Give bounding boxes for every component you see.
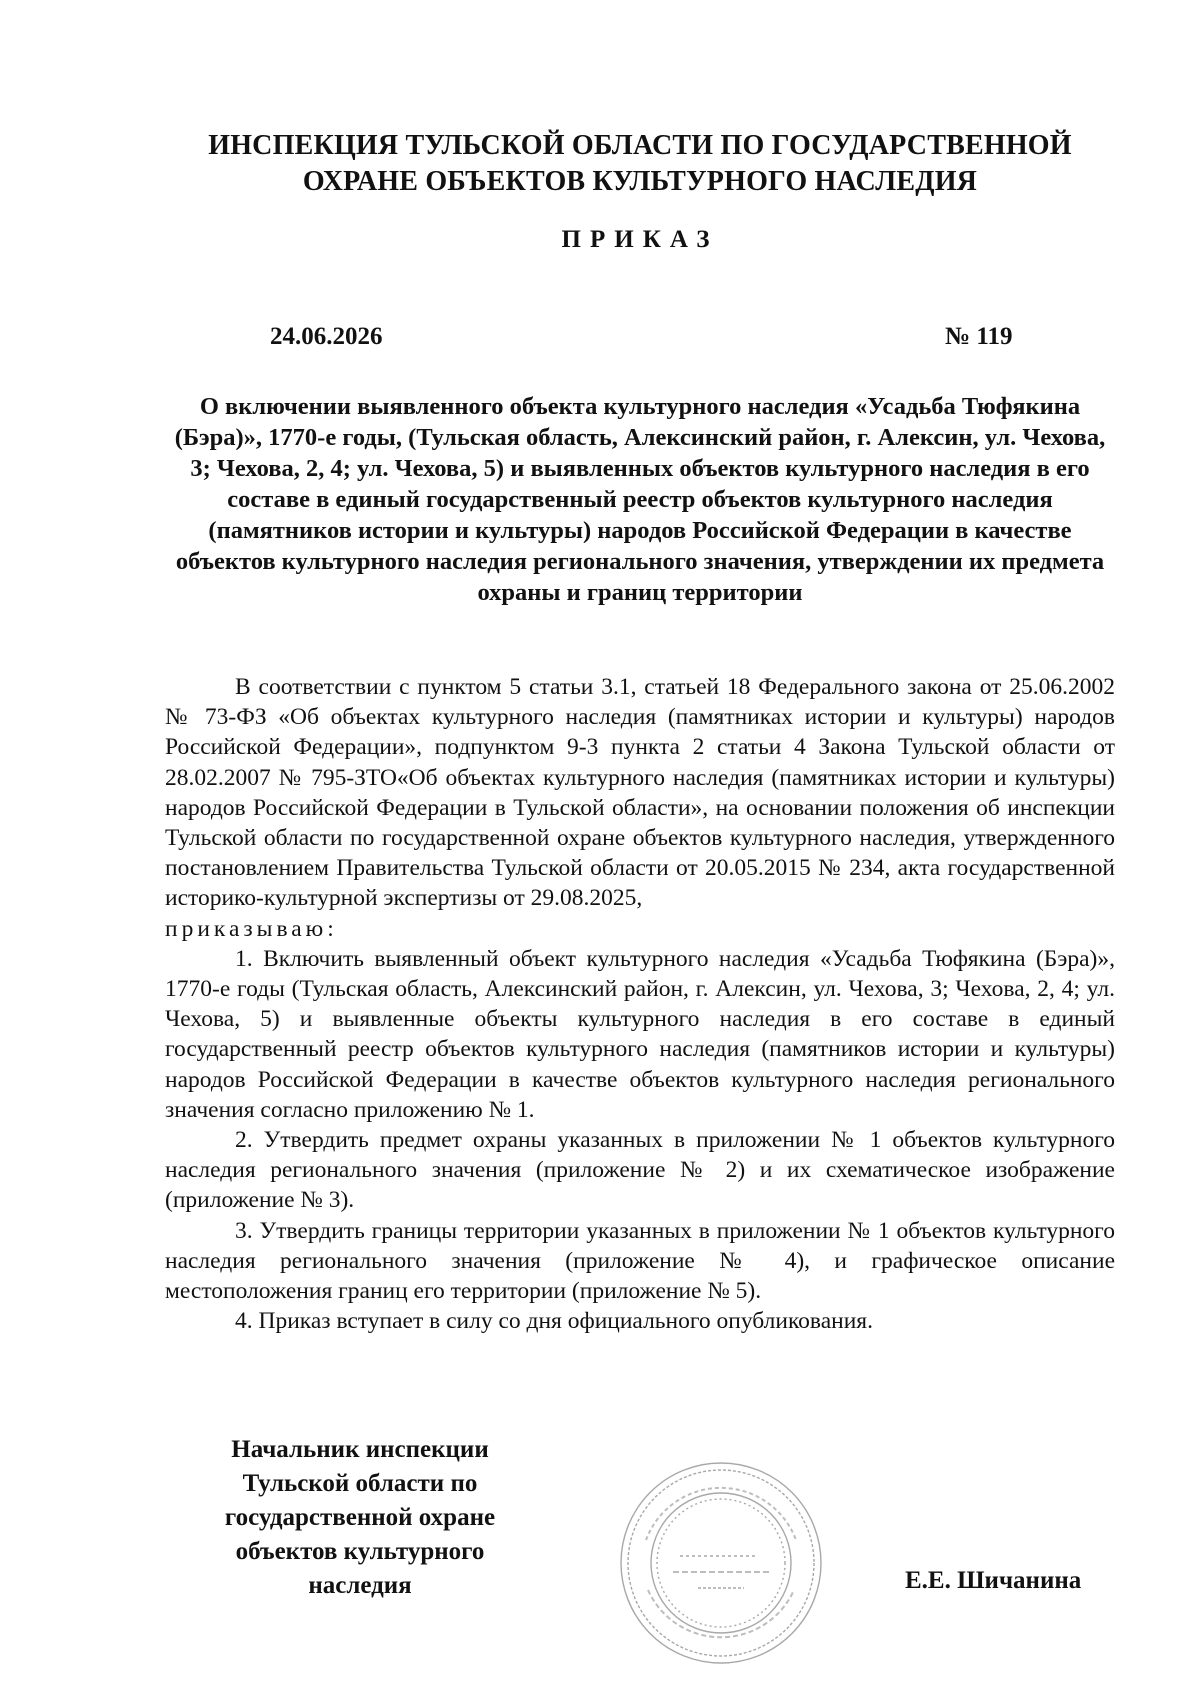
order-item-4: 4. Приказ вступает в силу со дня официального опубликования. xyxy=(235,1308,873,1335)
document-type: ПРИКАЗ xyxy=(561,226,719,253)
signatory-position-line3: государственной охране xyxy=(224,1504,496,1531)
signatory-position-line2: Тульской области по xyxy=(242,1470,478,1497)
order-item-1: 1. Включить выявленный объект культурного наследия «Усадьба Тюфякина (Бэра)», 1770-е годы (Тульская область, Алексинский район, г. Алексин, ул. Чехова, 3; Чехова, 2, 4; ул. Чехова, 5) и выявленные объекты культурного наследия в его составе в единый государственный реестр объектов культурного наследия (памятников истории и культуры) народов Российской Федерации в качестве объектов культурного наследия регионального значения согласно приложению № 1. xyxy=(165,945,1115,1123)
document-number: № 119 xyxy=(945,323,1013,350)
document-body xyxy=(165,672,1115,1336)
signatory-name: Е.Е. Шичанина xyxy=(905,1567,1082,1594)
signatory-position-line1: Начальник инспекции xyxy=(231,1436,489,1463)
signatory-position xyxy=(185,1433,535,1603)
preamble-paragraph: В соответствии с пунктом 5 статьи 3.1, статьей 18 Федерального закона от 25.06.2002 № 73-ФЗ «Об объектах культурного наследия (памятниках истории и культуры) народов Российской Федерации», подпунктом 9-3 пункта 2 статьи 4 Закона Тульской области от 28.02.2007 № 795-ЗТО«Об объектах культурного наследия (памятниках истории и культуры) народов Российской Федерации в Тульской области», на основании положения об инспекции Тульской области по государственной охране объектов культурного наследия, утвержденного постановлением Правительства Тульской области от 20.05.2015 № 234, акта государственной историко-культурной экспертизы от 29.08.2025, xyxy=(165,674,1115,912)
organization-title-line1: ИНСПЕКЦИЯ ТУЛЬСКОЙ ОБЛАСТИ ПО ГОСУДАРСТВЕННОЙ xyxy=(208,130,1072,161)
signatory-position-line4: объектов культурного xyxy=(235,1538,485,1565)
signatory-position-line5: наследия xyxy=(308,1572,412,1599)
organization-title-line2: ОХРАНЕ ОБЪЕКТОВ КУЛЬТУРНОГО НАСЛЕДИЯ xyxy=(302,166,978,197)
order-item-3: 3. Утвердить границы территории указанных в приложении № 1 объектов культурного наследия регионального значения (приложение № 4), и графическое описание местоположения границ его территории (приложение № 5). xyxy=(165,1217,1115,1305)
order-word: приказываю: xyxy=(165,915,338,942)
order-item-2: 2. Утвердить предмет охраны указанных в приложении № 1 объектов культурного наследия регионального значения (приложение № 2) и их схематическое изображение (приложение № 3). xyxy=(165,1127,1115,1214)
document-subject: О включении выявленного объекта культурного наследия «Усадьба Тюфякина (Бэра)», 1770-е годы, (Тульская область, Алексинский район, г. Алексин, ул. Чехова, 3; Чехова, 2, 4; ул. Чехова, 5) и выявленных объектов культурного наследия в его составе в единый государственный реестр объектов культурного наследия (памятников истории и культуры) народов Российской Федерации в качестве объектов культурного наследия регионального значения, утверждении их предмета охраны и границ территории xyxy=(174,393,1106,606)
official-seal-stamp xyxy=(618,1460,824,1666)
document-date: 24.06.2026 xyxy=(270,323,383,350)
organization-title xyxy=(160,128,1120,200)
